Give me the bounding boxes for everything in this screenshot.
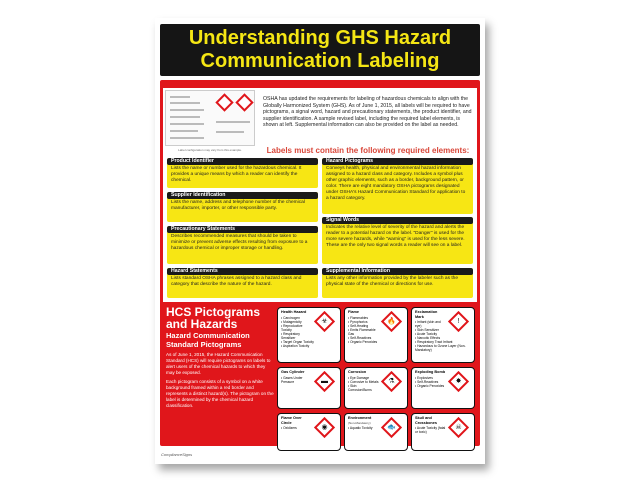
hazard-item: • Respiratory Tract Irritant (415, 340, 453, 344)
red-panel (160, 80, 480, 446)
element-supplemental-information (322, 268, 473, 298)
pictogram-name: Exploding Bomb (415, 370, 446, 374)
brand-logo: ComplianceSigns (161, 452, 193, 457)
sample-label-image (165, 90, 255, 146)
footer (161, 452, 479, 457)
hcs-heading: HCS Pictograms and Hazards (166, 305, 261, 331)
element-hazard-statements (167, 268, 318, 298)
pictogram-icon: ☠ (448, 417, 469, 438)
pictogram-name: Flame Over Circle (281, 416, 302, 425)
intro-text: OSHA has updated the requirements for labeling of hazardous chemicals to align with the Globally Harmonized System (GHS). As of June 1, 2015, all labels will be required to have pictograms, a signal word, hazard and precautionary statements, the product identifier, and supplier identification. A sample revised label, including the required label elements, is shown at left. Supplemental information can also be provided on the label as needed. (263, 96, 472, 129)
hazard-item: • Reproductive Toxicity (281, 323, 303, 332)
element-text: Lists the name, address and telephone number of the chemical manufacturer, importer, or other responsible party. (171, 200, 305, 211)
hazard-item: • Organic Peroxides (348, 339, 378, 344)
title-line-2: Communication Labeling (200, 50, 440, 72)
pictogram-name: Health Hazard (281, 310, 307, 314)
element-precautionary-statements (167, 226, 318, 264)
pictogram-icon: ▬ (314, 371, 335, 392)
hazard-item: • Aspiration Toxicity (281, 343, 310, 348)
hazard-item: • Explosives (415, 375, 433, 380)
hazard-item: • Carcinogen (281, 315, 300, 320)
health-hazard-icon (215, 93, 233, 111)
pictogram-card (277, 307, 341, 363)
hazard-item: • Gases Under Pressure (281, 375, 303, 384)
pictogram-icon: 🔥 (381, 311, 402, 332)
pictogram-icon: ◉ (314, 417, 335, 438)
element-text: Lists any other information provided by the labeler such as the physical state of the chemical or directions for use. (326, 276, 458, 287)
hazard-item: • Self-Reactives (348, 335, 372, 340)
pictogram-icon: ☣ (314, 311, 335, 332)
hazard-item: • Organic Peroxides (415, 383, 445, 388)
element-title: Supplier Identification (167, 192, 318, 199)
hazard-item: • Skin Sensitizer (415, 328, 439, 332)
pictogram-name: Environment (348, 416, 372, 420)
ghs-poster (155, 18, 485, 464)
pictogram-name: Exclamation Mark (415, 310, 438, 319)
pictogram-icon: ⚗ (381, 371, 402, 392)
hazard-item: • Flammables (348, 315, 369, 320)
pictogram-card (411, 307, 475, 363)
pictogram-card (411, 413, 475, 451)
pictogram-icon: ✸ (448, 371, 469, 392)
element-title: Signal Words (322, 217, 473, 224)
hazard-item: • Emits Flammable Gas (348, 327, 376, 336)
pictogram-card (277, 367, 341, 409)
element-title: Precautionary Statements (167, 226, 318, 233)
pictogram-icon: ! (448, 311, 469, 332)
hazard-item: • Skin Corrosion/Burns (348, 383, 372, 392)
element-text: Describes recommended measures that should be taken to minimize or prevent adverse effects resulting from exposure to a hazardous chemical or improper storage or handling. (171, 234, 308, 251)
poster-title (160, 24, 480, 76)
pictogram-name: Gas Cylinder (281, 370, 305, 374)
element-product-identifier (167, 158, 318, 188)
flame-icon (235, 93, 253, 111)
pictogram-grid (277, 307, 477, 451)
hazard-item: • Self-Reactives (415, 379, 439, 384)
hcs-subheading: Hazard Communication Standard Pictograms (166, 331, 250, 349)
pictogram-card (344, 367, 408, 409)
hazard-item: • Narcotic Effects (415, 336, 441, 340)
title-line-1: Understanding GHS Hazard (188, 27, 452, 49)
element-title: Supplemental Information (322, 268, 473, 275)
element-title: Product Identifier (167, 158, 318, 165)
element-title: Hazard Pictograms (322, 158, 473, 165)
hazard-item: • Acute Toxicity (415, 332, 437, 336)
element-text: Lists standard OSHA phrases assigned to a hazard class and category that describe the nature of the hazard. (171, 276, 302, 287)
hazard-item: • Acute Toxicity (fatal or toxic) (415, 426, 446, 434)
element-hazard-pictograms (322, 158, 473, 214)
pictogram-note: (Non-Mandatory) (348, 420, 371, 425)
hazard-item: • Pyrophorics (348, 319, 368, 324)
pictogram-card (277, 413, 341, 451)
hazard-item: • Corrosive to Metals (348, 379, 379, 384)
element-text: Indicates the relative level of severity of the hazard and alerts the reader to a potential hazard on the label. "Danger" is used for the more severe hazards, while "warning" is used for the less severe. These are the only two signal words a reader will see on a label. (326, 225, 465, 248)
hcs-paragraph-1: As of June 1, 2015, the Hazard Communication Standard (HCS) will require pictograms on labels to alert users of the chemical hazards to which they may be exposed. (166, 352, 271, 375)
pictogram-card (344, 307, 408, 363)
hazard-item: • Irritant (skin and eye) (415, 320, 441, 328)
hazard-item: • Hazardous to Ozone Layer (Non-Mandatory) (415, 344, 466, 352)
pictogram-name: Flame (348, 310, 359, 314)
label-elements-panel (163, 88, 477, 302)
element-title: Hazard Statements (167, 268, 318, 275)
hazard-item: • Eye Damage (348, 375, 370, 380)
pictogram-card (344, 413, 408, 451)
pictogram-name: Corrosion (348, 370, 367, 374)
hazard-item: • Mutagenicity (281, 319, 302, 324)
element-text: Conveys health, physical and environmental hazard information assigned to a hazard class and category. Includes a symbol plus other graphic elements, such as a border, background pattern, or color. There are eight mandatory OSHA pictograms designated under OSHA's Hazard Communication Standard for application to a hazard category. (326, 166, 466, 201)
hcs-paragraph-2: Each pictogram consists of a symbol on a white background framed within a red border and represents a distinct hazard(s). The pictogram on the label is determined by the chemical hazard classification. (166, 379, 274, 408)
hazard-item: • Oxidizers (281, 426, 297, 430)
hcs-section (166, 306, 274, 409)
pictogram-name: Skull and Crossbones (415, 416, 437, 425)
hazard-item: • Respiratory Sensitizer (281, 331, 300, 340)
element-signal-words (322, 217, 473, 264)
required-elements-heading: Labels must contain the following required elements: (266, 146, 470, 155)
hazard-item: • Target Organ Toxicity (281, 339, 314, 344)
pictogram-icon: 🐟 (381, 417, 402, 438)
hazard-item: • Aquatic Toxicity (348, 425, 373, 430)
pictogram-card (411, 367, 475, 409)
sample-caption: Label configuration may vary from this example. (178, 148, 242, 152)
element-supplier-identification (167, 192, 318, 222)
hazard-item: • Self-Heating (348, 323, 369, 328)
element-text: Lists the name or number used for the hazardous chemical. It provides a unique means by which a reader can identify the chemical. (171, 166, 302, 183)
